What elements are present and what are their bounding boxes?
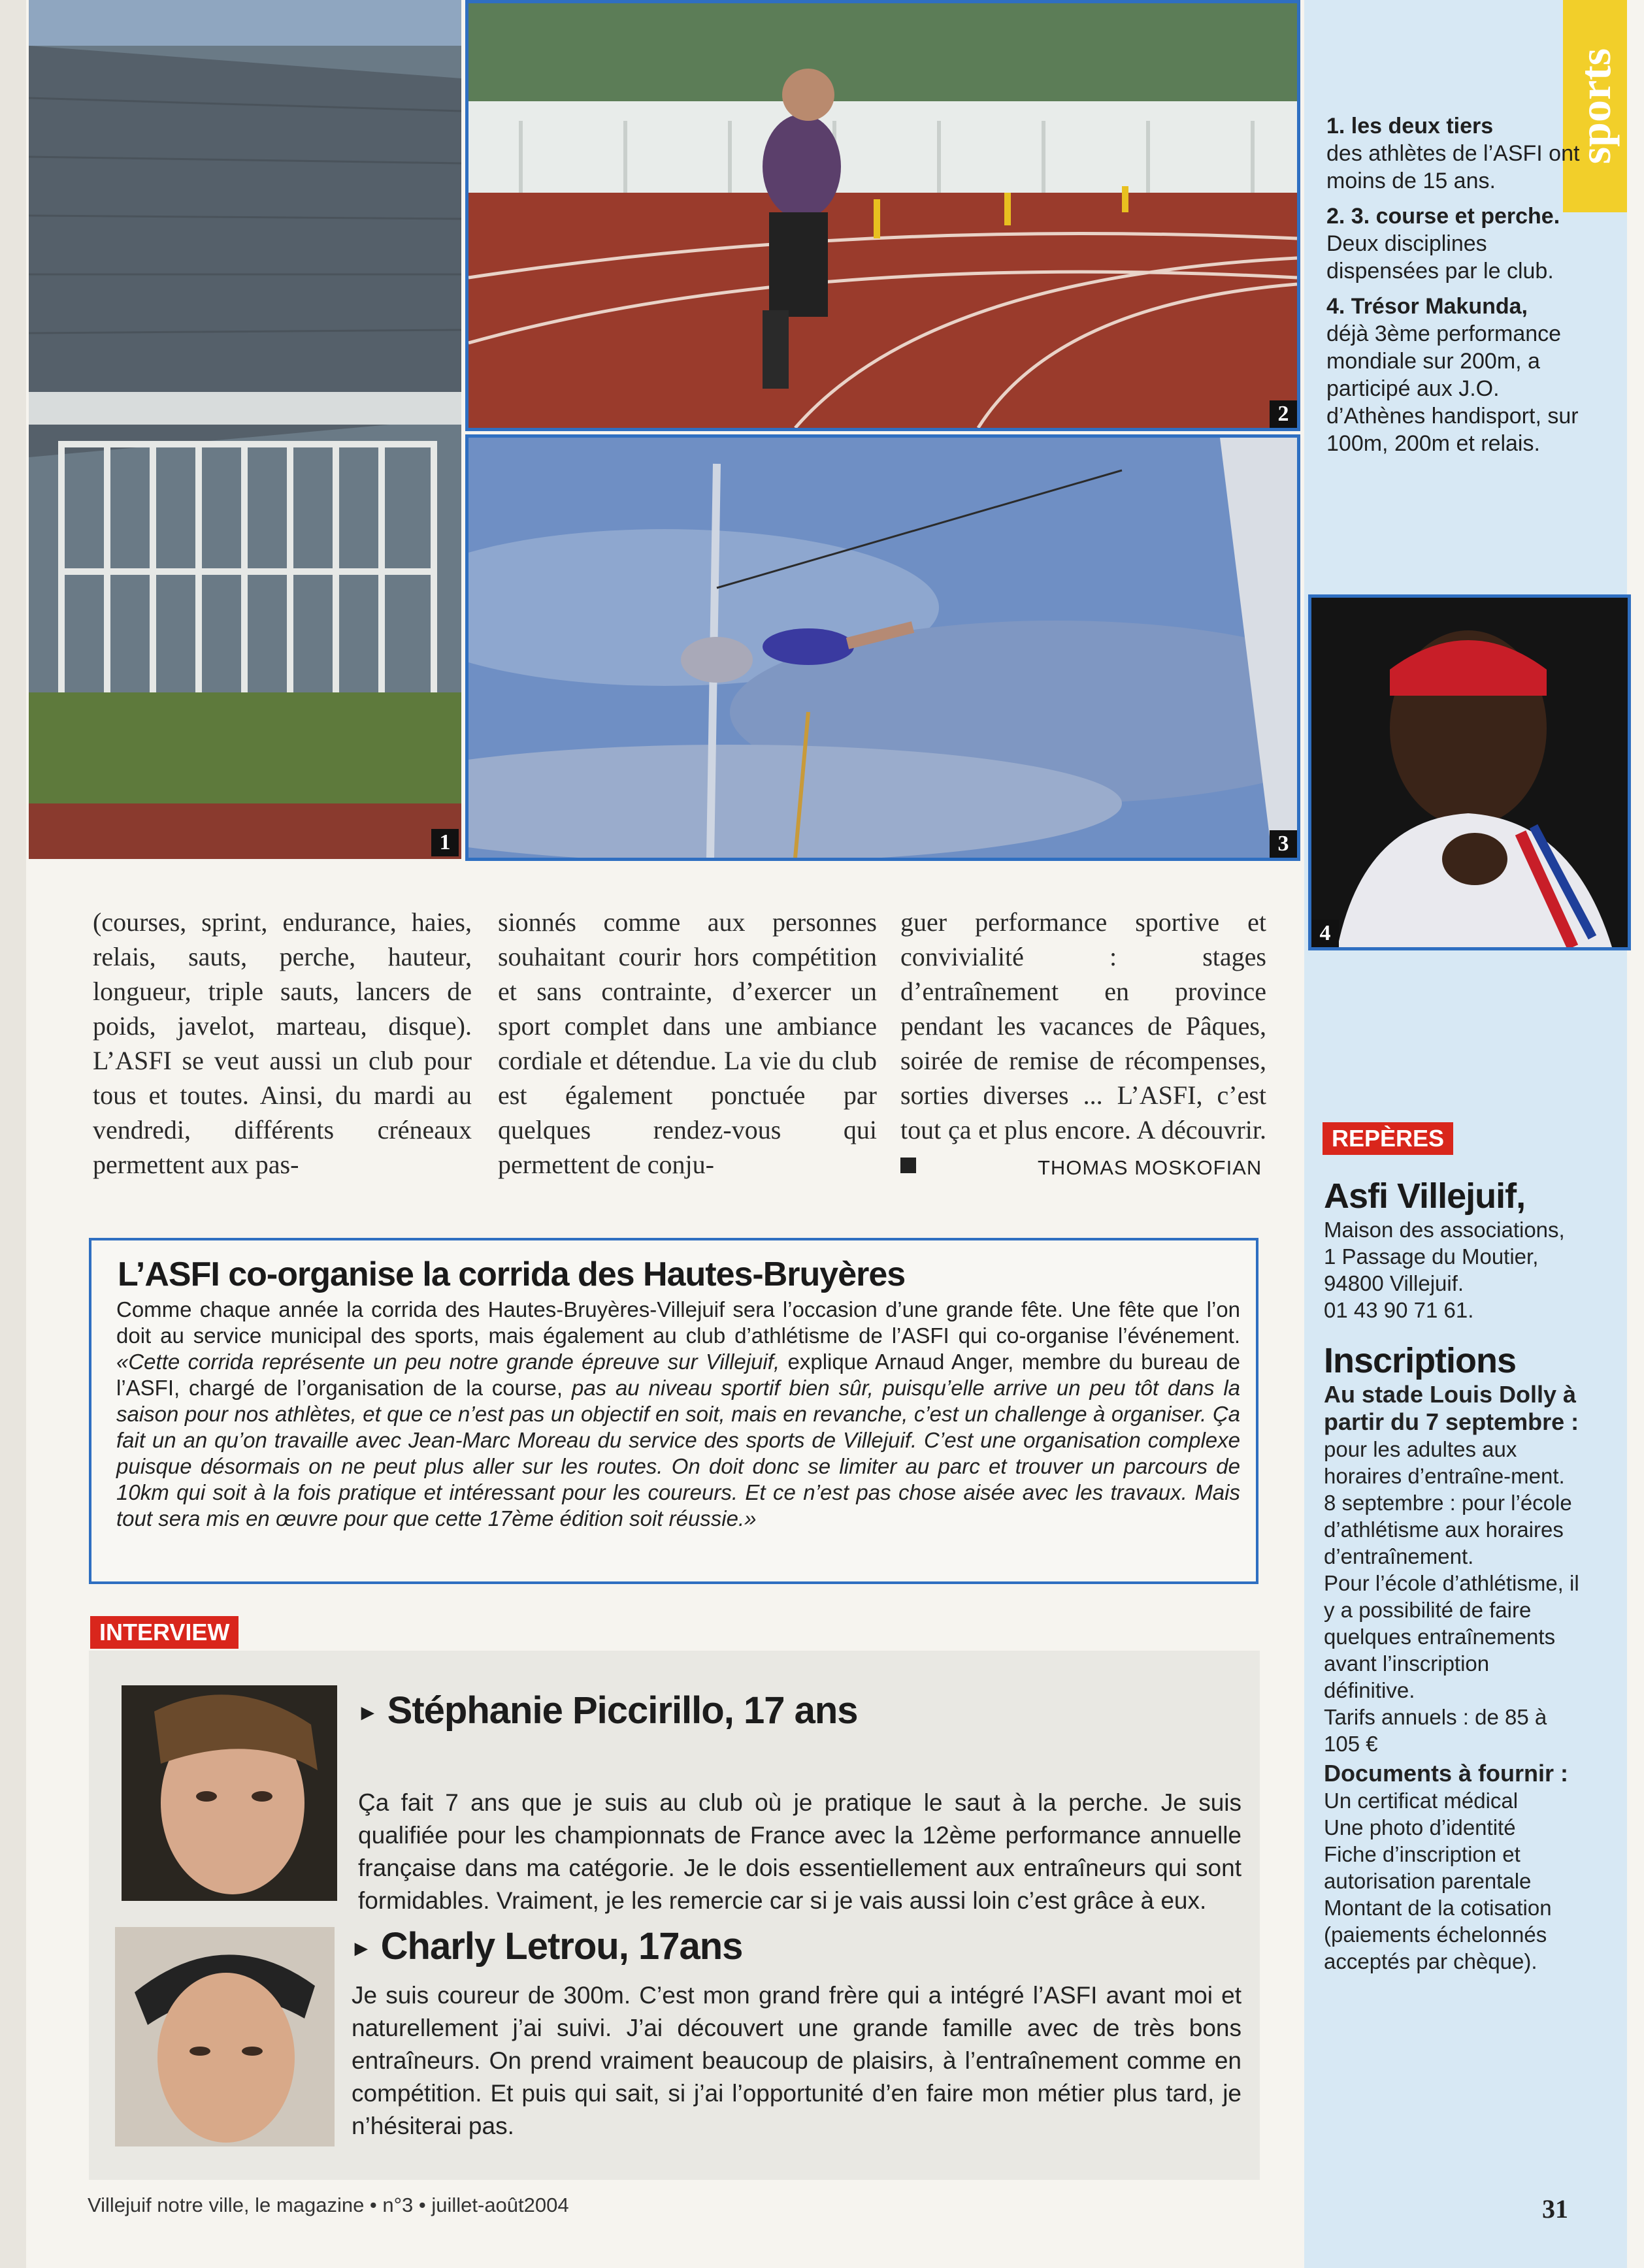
arrow-right-icon: ► <box>350 1936 372 1962</box>
interview-label: INTERVIEW <box>90 1616 238 1649</box>
corrida-box <box>89 1238 1258 1584</box>
sports-tab: sports <box>1563 0 1627 212</box>
corrida-box-text: Comme chaque année la corrida des Hautes-Bruyères-Villejuif sera l’occasion d’une grande fête. Une fête que l’on doit au service municipal des sports, mais également au club d’athlétisme de l’ASFI qui co-organise l’événement. «Cette corrida représente un peu notre grande épreuve sur Villejuif, explique Arnaud Anger, membre du bureau de l’ASFI, chargé de l’organisation de la course, pas au niveau sportif bien sûr, puisqu’elle arrive un peu tôt dans la saison pour nos athlètes, et que ce n’est pas un objectif en soit, mais en revanche, c’est un challenge à organiser. Ça fait un an qu’on travaille avec Jean-Marc Moreau du service des sports de Villejuif. C’est une organisation complexe puisque désormais on ne peut plus aller sur les routes. On doit donc se limiter au parc et trouver un parcours de 10km qui soit à la fois pratique et intéressant pour les coureurs. Et ce n’est pas chose aisée avec les travaux. Mais tout sera mis en œuvre pour que cette 17ème édition soit réussie.» <box>116 1297 1241 1531</box>
caption-3: 4. Trésor Makunda, déjà 3ème performance mondiale sur 200m, a participé aux J.O. d’Athènes handisport, sur 100m, 200m et relais. <box>1326 294 1579 456</box>
inscriptions-text: Au stade Louis Dolly à partir du 7 septembre : pour les adultes aux horaires d’entraîne-ment. 8 septembre : pour l’école d’athlétisme aux horaires d’entraînement. Pour l’école d’athlétisme, il y a possibilité de faire quelques entraînements avant l’inscription définitive. Tarifs annuels : de 85 à 105 € Documents à fournir : Un certificat médical Une photo d’identité Fiche d’inscription et autorisation parentale Montant de la cotisation (paiements échelonnés acceptés par chèque). <box>1324 1381 1579 1973</box>
club-address: Maison des associations, 1 Passage du Moutier, 94800 Villejuif. 01 43 90 71 61. <box>1324 1218 1565 1322</box>
article-author: THOMAS MOSKOFIAN <box>1038 1156 1262 1179</box>
inscriptions-title: Inscriptions <box>1324 1341 1517 1380</box>
interviewee-1-name: ► Stéphanie Piccirillo, 17 ans <box>357 1689 858 1732</box>
reperes-block <box>1324 1176 1585 1975</box>
photo-hurdles <box>465 0 1300 431</box>
interviewee-2-name: ► Charly Letrou, 17ans <box>350 1925 743 1968</box>
page-number: 31 <box>1542 2194 1568 2224</box>
corrida-box-title: L’ASFI co-organise la corrida des Hautes-Bruyères <box>118 1256 906 1293</box>
page-edge <box>0 0 26 2268</box>
reperes-label: REPÈRES <box>1323 1122 1453 1155</box>
article-column-2: sionnés comme aux personnes souhaitant courir hors compétition et sans contrainte, d’exercer un sport complet dans une ambiance cordiale et détendue. La vie du club est également ponctuée par quelques rendez-vous qui permettent de conju- <box>498 907 877 1179</box>
club-name: Asfi Villejuif, <box>1324 1176 1526 1216</box>
interviewee-2-text: Je suis coureur de 300m. C’est mon grand frère qui a intégré l’ASFI avant moi et naturellement j’ai suivi. J’ai découvert une grande famille avec de très bons entraîneurs. On prend vraiment beaucoup de plaisirs, à l’entraînement comme en compétition. Et puis qui sait, si j’ai l’opportunité d’en faire mon métier plus tard, je n’hésiterai pas. <box>352 1982 1241 2139</box>
photo-number-1: 1 <box>431 829 459 856</box>
photo-number-2: 2 <box>1270 400 1297 428</box>
photo-stadium-fence <box>29 0 461 859</box>
photo-number-3: 3 <box>1270 830 1297 858</box>
portrait-charly <box>115 1927 335 2146</box>
photo-pole-vault <box>465 434 1300 861</box>
interviewee-1-text: Ça fait 7 ans que je suis au club où je pratique le saut à la perche. Je suis qualifiée pour les championnats de France avec la 12ème performance annuelle française dans ma catégorie. Je le dois essentiellement aux entraîneurs qui sont formidables. Vraiment, je les remercie car si je vais aussi loin c’est grâce à eux. <box>358 1789 1241 1914</box>
photo-number-4: 4 <box>1311 920 1339 947</box>
photo-tresor-makunda <box>1308 594 1631 950</box>
caption-2: 2. 3. course et perche. Deux disciplines dispensées par le club. <box>1326 204 1560 284</box>
article-column-1: (courses, sprint, endurance, haies, relais, sauts, perche, hauteur, longueur, triple sauts, lancers de poids, javelot, marteau, disque). L’ASFI se veut aussi un club pour tous et toutes. Ainsi, du mardi au vendredi, différents créneaux permettent aux pas- <box>93 907 472 1179</box>
caption-1: 1. les deux tiers des athlètes de l’ASFI ont moins de 15 ans. <box>1326 114 1580 193</box>
footer-text: Villejuif notre ville, le magazine • n°3 • juillet-août2004 <box>88 2194 569 2216</box>
arrow-right-icon: ► <box>357 1700 378 1726</box>
end-mark-icon <box>900 1158 916 1173</box>
photo-captions <box>1326 112 1588 465</box>
article-column-3: guer performance sportive et convivialité : stages d’entraînement en province pendant les vacances de Pâques, soirée de remise de récompenses, sorties diverses ... L’ASFI, c’est tout ça et plus encore. A découvrir. <box>900 905 1266 1182</box>
portrait-stephanie <box>122 1685 337 1901</box>
